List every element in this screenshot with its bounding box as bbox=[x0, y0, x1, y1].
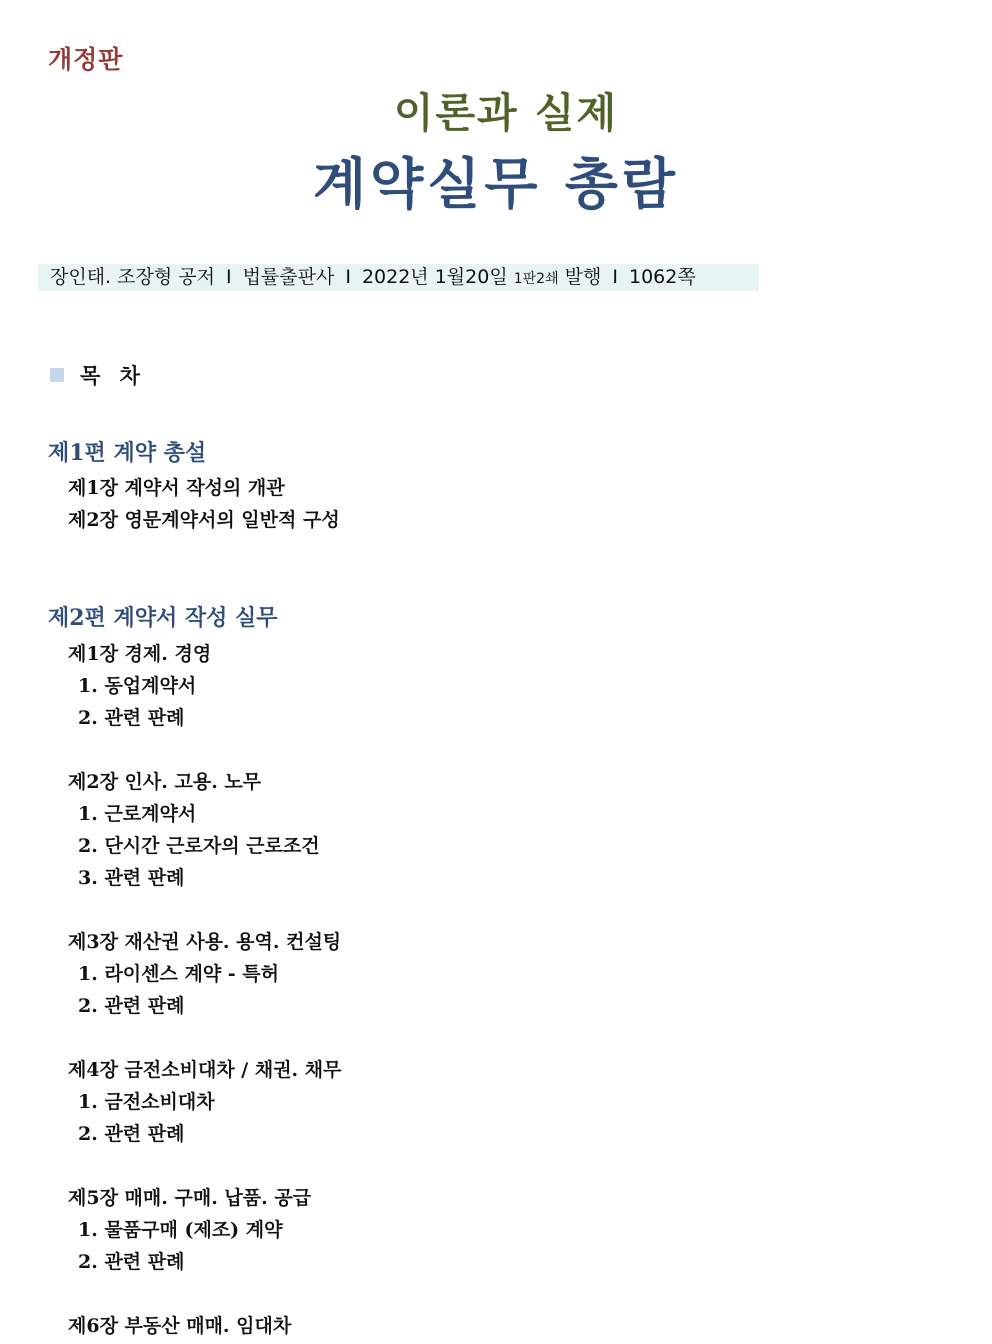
toc-item: 1. 라이센스 계약 - 특허 bbox=[78, 963, 280, 985]
toc-item: 2. 관련 판례 bbox=[78, 1123, 185, 1145]
toc-chapter: 제5장 매매. 구매. 납품. 공급 bbox=[68, 1187, 312, 1209]
toc-chapter: 제4장 금전소비대차 / 채권. 채무 bbox=[68, 1059, 342, 1081]
page-count: 1062쪽 bbox=[628, 266, 696, 288]
toc-part-2: 제2편 계약서 작성 실무 bbox=[48, 605, 278, 631]
toc-chapter: 제3장 재산권 사용. 용역. 컨설팅 bbox=[68, 931, 342, 953]
toc-chapter: 제6장 부동산 매매. 임대차 bbox=[68, 1315, 292, 1337]
toc-chapter: 제1장 경제. 경영 bbox=[68, 643, 212, 665]
issue-label: 발행 bbox=[564, 266, 602, 288]
toc-item: 1. 근로계약서 bbox=[78, 803, 197, 825]
square-bullet-icon bbox=[50, 368, 64, 382]
toc-item: 1. 동업계약서 bbox=[78, 675, 197, 697]
printing-edition: 1판2쇄 bbox=[513, 271, 559, 287]
book-title: 계약실무 총람 bbox=[313, 152, 679, 216]
toc-chapter: 제1장 계약서 작성의 개관 bbox=[68, 477, 285, 499]
toc-item: 3. 관련 판례 bbox=[78, 867, 185, 889]
toc-item: 2. 관련 판례 bbox=[78, 1251, 185, 1273]
toc-chapter: 제2장 인사. 고용. 노무 bbox=[68, 771, 262, 793]
toc-item: 1. 물품구매 (제조) 계약 bbox=[78, 1219, 283, 1241]
publication-info-bar bbox=[38, 264, 759, 291]
publish-date: 2022년 1월20일 bbox=[361, 266, 508, 288]
toc-item: 2. 단시간 근로자의 근로조건 bbox=[78, 835, 320, 857]
toc-heading-label: 목 차 bbox=[80, 363, 146, 388]
toc-heading bbox=[50, 362, 146, 388]
toc-chapter: 제2장 영문계약서의 일반적 구성 bbox=[68, 509, 340, 531]
toc-item: 2. 관련 판례 bbox=[78, 995, 185, 1017]
publisher: 법률출판사 bbox=[242, 266, 335, 288]
edition-label: 개정판 bbox=[48, 45, 124, 74]
separator: I bbox=[225, 266, 232, 288]
separator: I bbox=[345, 266, 351, 288]
authors: 장인태. 조장형 공저 bbox=[50, 266, 215, 288]
book-subtitle: 이론과 실제 bbox=[393, 89, 619, 137]
toc-item: 2. 관련 판례 bbox=[78, 707, 185, 729]
toc-part-1: 제1편 계약 총설 bbox=[48, 440, 207, 466]
separator: I bbox=[612, 266, 618, 288]
toc-item: 1. 금전소비대차 bbox=[78, 1091, 215, 1113]
